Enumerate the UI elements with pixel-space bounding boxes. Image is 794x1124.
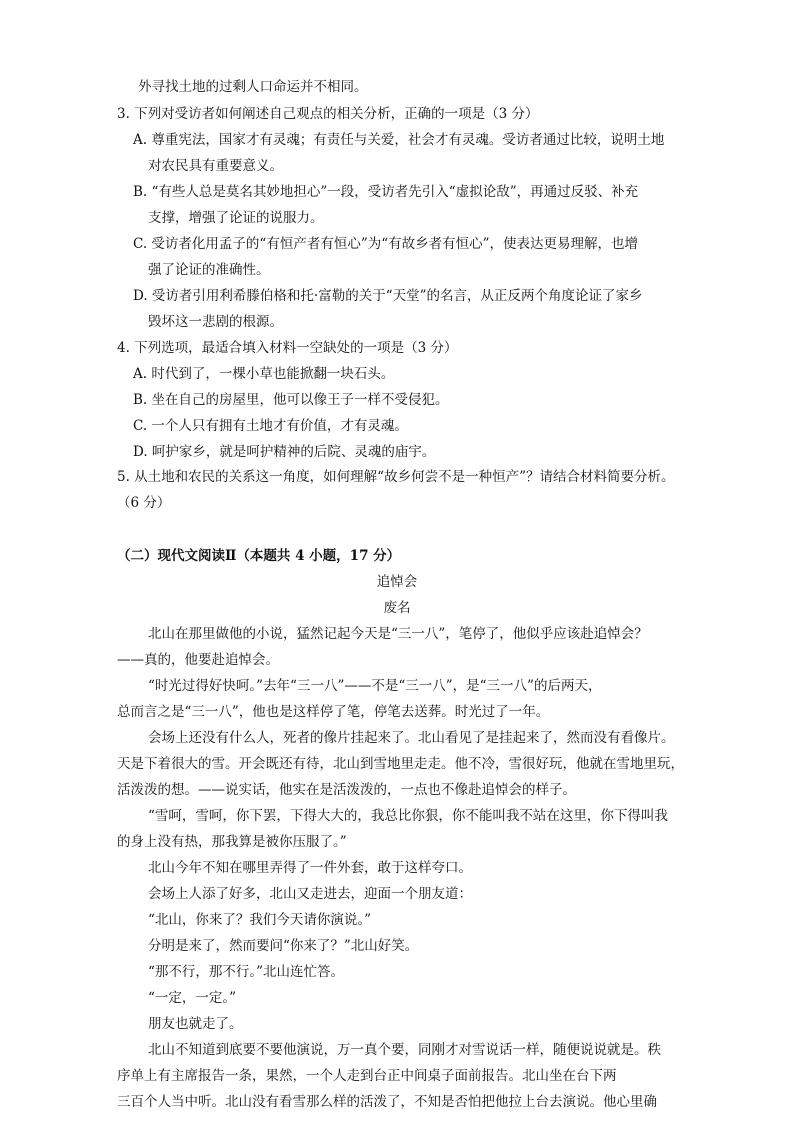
paragraph-line: “北山，你来了？我们今天请你演说。” [148,912,372,928]
paragraph-line: 的身上没有热，那我算是被你压服了。” [117,834,347,850]
text-line: 毁坏这一悲剧的根源。 [148,314,283,330]
text-line: 支撑，增强了论证的说服力。 [148,210,324,226]
paragraph-line: ——真的，他要赴追悼会。 [117,652,279,668]
question-3-stem: 3. 下列对受访者如何阐述自己观点的相关分析，正确的一项是（3 分） [117,106,539,122]
paragraph-line: 北山在那里做他的小说，猛然记起今天是“三一八”，笔停了，他似乎应该赴追悼会？ [148,626,648,642]
paragraph-line: 会场上还没有什么人，死者的像片挂起来了。北山看见了是挂起来了，然而没有看像片。 [148,730,675,746]
text-line: 对农民具有重要意义。 [148,158,283,174]
paragraph-line: “那不行，那不行。”北山连忙答。 [148,964,345,980]
paragraph-line: 北山今年不知在哪里弄得了一件外套，敢于这样夸口。 [148,860,472,876]
paragraph-line: 分明是来了，然而要问“你来了？”北山好笑。 [148,938,419,954]
paragraph-line: 活泼泼的想。——说实话，他实在是活泼泼的，一点也不像赴追悼会的样子。 [117,782,576,798]
question-3-option-a: A. 尊重宪法，国家才有灵魂；有责任与关爱，社会才有灵魂。受访者通过比较，说明土地 [133,132,665,148]
paragraph-line: “一定，一定。” [148,990,237,1006]
question-3-option-b: B. “有些人总是莫名其妙地担心”一段，受访者先引入“虚拟论敌”，再通过反驳、补充 [133,184,639,200]
paragraph-line: 序单上有主席报告一条，果然，一个人走到台正中间桌子面前报告。北山坐在台下两 [117,1068,617,1084]
question-4-option-b: B. 坐在自己的房屋里，他可以像王子一样不受侵犯。 [133,392,449,408]
question-4-option-c: C. 一个人只有拥有土地才有价值，才有灵魂。 [133,418,408,434]
paragraph-line: 会场上人添了好多，北山又走进去，迎面一个朋友道： [148,886,472,902]
question-4-option-a: A. 时代到了，一棵小草也能掀翻一块石头。 [133,366,395,382]
paragraph-line: 北山不知道到底要不要他演说，万一真个要，同刚才对雪说话一样，随便说说就是。秩 [148,1042,661,1058]
text-line: 外寻找土地的过剩人口命运并不相同。 [138,79,368,95]
question-4-option-d: D. 呵护家乡，就是呵护精神的后院、灵魂的庙宇。 [133,444,436,460]
paragraph-line: “时光过得好快呵。”去年“三一八”——不是“三一八”，是“三一八”的后两天， [148,678,602,694]
section-heading: （二）现代文阅读Ⅱ（本题共 4 小题，17 分） [117,548,401,564]
text-line: 强了论证的准确性。 [148,262,270,278]
article-title: 追悼会 [376,574,418,590]
text-line: （6 分） [117,495,171,511]
paragraph-line: 总而言之是“三一八”，他也是这样停了笔，停笔去送葬。时光过了一年。 [117,704,550,720]
paragraph-line: “雪呵，雪呵，你下罢，下得大大的，我总比你狠，你不能叫我不站在这里，你下得叫我 [148,808,668,824]
paragraph-line: 三百个人当中听。北山没有看雪那么样的活泼了，不知是否怕把他拉上台去演说。他心里确 [117,1094,657,1110]
question-3-option-c: C. 受访者化用孟子的“有恒产者有恒心”为“有故乡者有恒心”，使表达更易理解，也增 [133,236,639,252]
paragraph-line: 朋友也就走了。 [148,1016,243,1032]
article-author: 废名 [383,600,411,616]
question-3-option-d: D. 受访者引用利希滕伯格和托·富勒的关于“天堂”的名言，从正反两个角度论证了家乡 [133,288,643,304]
question-4-stem: 4. 下列选项，最适合填入材料一空缺处的一项是（3 分） [117,340,458,356]
paragraph-line: 天是下着很大的雪。开会既还有待，北山到雪地里走走。他不冷，雪很好玩，他就在雪地里玩， [117,756,684,772]
question-5-stem: 5. 从土地和农民的关系这一角度，如何理解“故乡何尝不是一种恒产”？请结合材料简要分析。 [117,469,675,485]
